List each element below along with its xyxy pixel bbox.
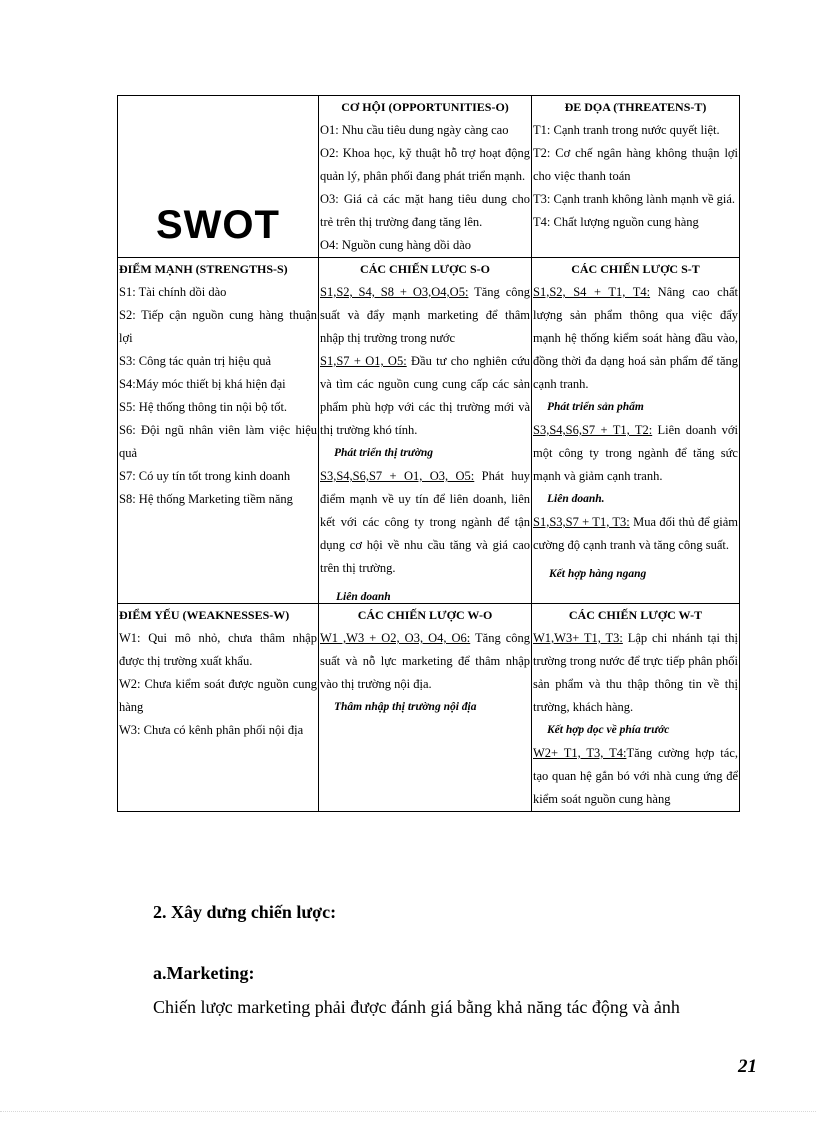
wo-strategy-1 xyxy=(320,627,530,696)
weakness-item: W1: Qui mô nhỏ, chưa thâm nhập được thị trường xuất khẩu. xyxy=(119,631,317,668)
page-number: 21 xyxy=(738,1056,757,1077)
strategy-text: Tăng cường hợp tác, tạo quan hệ gắn bó với nhà cung ứng để kiểm soát nguồn cung hàng xyxy=(533,746,738,806)
so-header: CÁC CHIẾN LƯỢC S-O xyxy=(360,262,490,276)
st-strategies-cell xyxy=(532,258,740,604)
so-strategies-cell xyxy=(319,258,532,604)
strategy-label-wrap xyxy=(533,557,738,580)
threats-header: ĐE DỌA (THREATENS-T) xyxy=(564,100,707,114)
so-strategy-3 xyxy=(320,465,530,580)
strategy-code: S1,S7 + O1, O5: xyxy=(320,354,407,368)
weakness-item: W3: Chưa có kênh phân phối nội địa xyxy=(119,723,304,737)
strategy-code: S1,S2, S4 + T1, T4: xyxy=(533,285,651,299)
strength-item: S6: Đội ngũ nhân viên làm việc hiệu quả xyxy=(119,423,317,460)
st-strategy-2 xyxy=(533,419,738,488)
st-strategy-3 xyxy=(533,511,738,557)
subsection-heading: a.Marketing: xyxy=(153,963,255,983)
strategy-code: S1,S2, S4, S8 + O3,O4,O5: xyxy=(320,285,469,299)
strategy-text: Mua đối thủ để giảm cường độ cạnh tranh và tăng công suất. xyxy=(533,515,739,552)
weaknesses-header: ĐIỂM YẾU (WEAKNESSES-W) xyxy=(119,608,290,622)
strategy-code: S3,S4,S6,S7 + O1, O3, O5: xyxy=(320,469,475,483)
strategy-code: W1,W3+ T1, T3: xyxy=(533,631,623,645)
strengths-header: ĐIỂM MẠNH (STRENGTHS-S) xyxy=(119,262,288,276)
section-heading: 2. Xây dưng chiến lược: xyxy=(153,902,337,922)
threat-item: T2: Cơ chế ngân hàng không thuận lợi cho việc thanh toán xyxy=(533,146,738,183)
st-strategy-1 xyxy=(533,281,738,396)
opportunity-item: O2: Khoa học, kỹ thuật hỗ trợ hoạt động quản lý, phân phối đang phát triển mạnh. xyxy=(320,146,530,183)
swot-row-weaknesses xyxy=(118,604,740,812)
wo-strategies-cell xyxy=(319,604,532,812)
wo-header: CÁC CHIẾN LƯỢC W-O xyxy=(357,608,493,622)
swot-matrix xyxy=(117,95,740,812)
weaknesses-cell xyxy=(118,604,319,812)
threat-item: T3: Cạnh tranh không lành mạnh về giá. xyxy=(533,192,736,206)
strategy-text: Lập chi nhánh tại thị trường trong nước để trực tiếp phân phối sản phẩm và thu thập thông tin về thị trường, khách hàng. xyxy=(533,631,738,714)
strength-item: S8: Hệ thống Marketing tiềm năng xyxy=(119,492,293,506)
strategy-label: Kết hợp dọc về phía trước xyxy=(547,724,670,736)
threat-item: T4: Chất lượng nguồn cung hàng xyxy=(533,215,699,229)
strength-item: S2: Tiếp cận nguồn cung hàng thuận lợi xyxy=(119,308,317,345)
strategy-label: Phát triển thị trường xyxy=(334,447,434,459)
swot-title: SWOT xyxy=(156,203,280,247)
strength-item: S4:Máy móc thiết bị khá hiện đại xyxy=(119,377,286,391)
strategy-text: Nâng cao chất lượng sản phẩm thông qua việc đẩy mạnh hệ thống kiểm soát hàng đầu vào, đồng thời đa dạng hoá sản phẩm để tăng cạnh tranh. xyxy=(533,285,738,391)
body-paragraph: Chiến lược marketing phải được đánh giá bằng khả năng tác động và ảnh xyxy=(153,997,680,1017)
strategy-text: Đầu tư cho nghiên cứu và tìm các nguồn cung cung cấp các sản phẩm phù hợp với các thị trường mới và thị trường khó tính. xyxy=(320,354,530,437)
swot-row-strengths xyxy=(118,258,740,604)
strengths-cell xyxy=(118,258,319,604)
strategy-text: Tăng công suất và đẩy mạnh marketing để thâm nhập thị trường trong nước xyxy=(320,285,530,345)
so-strategy-1 xyxy=(320,281,530,350)
wt-strategy-2 xyxy=(533,742,738,811)
wt-header: CÁC CHIẾN LƯỢC W-T xyxy=(568,608,703,622)
strategy-text: Phát huy điểm mạnh về uy tín để liên doanh, liên kết với các công ty trong ngành để tận dụng cơ hội về nhu cầu tăng và giá cao trên thị trường. xyxy=(320,469,530,575)
opportunity-item: O4: Nguồn cung hàng dồi dào xyxy=(320,238,472,252)
st-header: CÁC CHIẾN LƯỢC S-T xyxy=(571,262,700,276)
strength-item: S1: Tài chính dồi dào xyxy=(119,285,227,299)
swot-title-cell xyxy=(118,96,319,258)
strength-item: S7: Có uy tín tốt trong kinh doanh xyxy=(119,469,291,483)
strength-item: S5: Hệ thống thông tin nội bộ tốt. xyxy=(119,400,288,414)
page-footer-rule xyxy=(0,1111,816,1112)
threat-item: T1: Cạnh tranh trong nước quyết liệt. xyxy=(533,123,720,137)
wt-strategy-1 xyxy=(533,627,738,719)
strategy-text: Tăng công suất và nỗ lực marketing để thâm nhập vào thị trường nội địa. xyxy=(320,631,530,691)
strategy-text: Liên doanh với một công ty trong ngành để tăng sức mạnh và giảm cạnh tranh. xyxy=(533,423,738,483)
strategy-label: Liên doanh. xyxy=(547,493,605,505)
wt-strategies-cell xyxy=(532,604,740,812)
strategy-code: S1,S3,S7 + T1, T3: xyxy=(533,515,630,529)
opportunity-item: O3: Giá cả các mặt hang tiêu dung cho trẻ trên thị trường đang tăng lên. xyxy=(320,192,530,229)
threats-cell xyxy=(532,96,740,258)
so-strategy-2 xyxy=(320,350,530,442)
opportunity-item: O1: Nhu cầu tiêu dung ngày càng cao xyxy=(320,123,509,137)
strategy-label: Phát triển sản phẩm xyxy=(547,401,644,413)
weakness-item: W2: Chưa kiểm soát được nguồn cung hàng xyxy=(119,677,317,714)
strategy-label-wrap xyxy=(320,580,530,603)
strategy-label: Liên doanh xyxy=(336,591,391,603)
opportunities-cell xyxy=(319,96,532,258)
strategy-label: Thâm nhập thị trường nội địa xyxy=(334,701,477,713)
strategy-code: S3,S4,S6,S7 + T1, T2: xyxy=(533,423,653,437)
swot-row-header xyxy=(118,96,740,258)
opportunities-header: CƠ HỘI (OPPORTUNITIES-O) xyxy=(341,100,509,114)
strategy-label: Kết hợp hàng ngang xyxy=(549,568,647,580)
strength-item: S3: Công tác quản trị hiệu quả xyxy=(119,354,272,368)
strategy-code: W1 ,W3 + O2, O3, O4, O6: xyxy=(320,631,471,645)
strategy-code: W2+ T1, T3, T4: xyxy=(533,746,627,760)
